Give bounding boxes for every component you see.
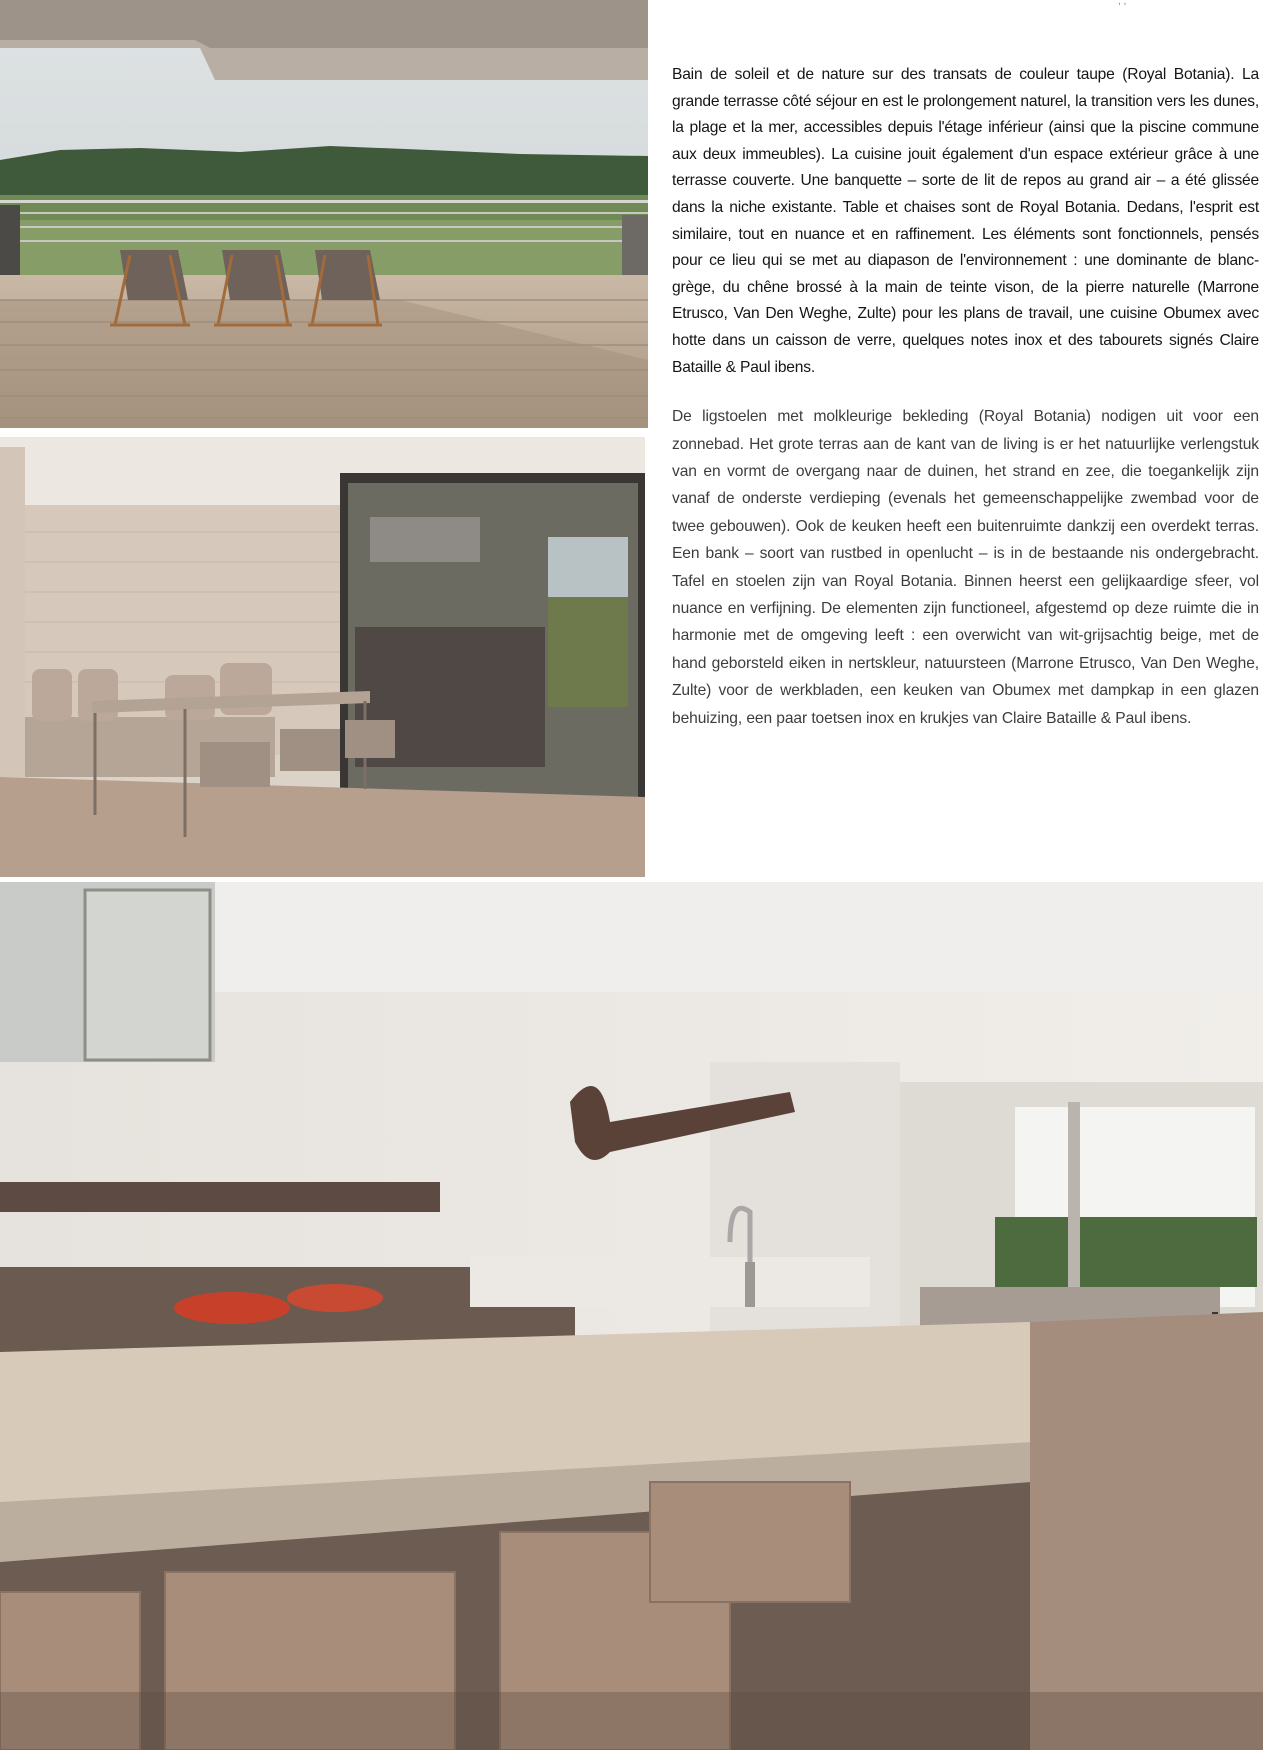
- paragraph-dutch: De ligstoelen met molkleurige bekleding (Royal Botania) nodigen uit voor een zonnebad. Het grote terras aan de kant van de living is er het natuurlijke verlengstuk van en vormt de overgang naar de duinen, het strand en zee, die toegankelijk zijn vanaf de onderste verdieping (evenals het gemeenschappelijke zwembad voor de twee gebouwen). Ook de keuken heeft een buitenruimte dankzij een overdekt terras. Een bank – soort van rustbed in openlucht – is in de bestaande nis ondergebracht. Tafel en stoelen zijn van Royal Botania. Binnen heerst een gelijkaardige sfeer, vol nuance en verfijning. De elementen zijn functioneel, afgestemd op deze ruimte die in harmonie met de omgeving leeft : een overwicht van wit-grijsachtig beige, met de hand geborsteld eiken in nertskleur, natuursteen (Marrone Etrusco, Van Den Weghe, Zulte) voor de werkbladen, een keuken van Obumex met dampkap in een glazen behuizing, een paar toetsen inox en krukjes van Claire Bataille & Paul ibens.: [672, 408, 1259, 727]
- article-text-column: [672, 62, 1259, 732]
- page-mark: , ,: [1118, 0, 1127, 7]
- kitchen-interior-photo: [0, 882, 1263, 1750]
- terrace-deckchairs-photo: [0, 0, 648, 428]
- paragraph-french: Bain de soleil et de nature sur des transats de couleur taupe (Royal Botania). La grande terrasse côté séjour en est le prolongement naturel, la transition vers les dunes, la plage et la mer, accessibles depuis l'étage inférieur (ainsi que la piscine commune aux deux immeubles). La cuisine jouit également d'un espace extérieur grâce à une terrasse couverte. Une banquette – sorte de lit de repos au grand air – a été glissée dans la niche existante. Table et chaises sont de Royal Botania. Dedans, l'esprit est similaire, tout en nuance et en raffinement. Les éléments sont fonctionnels, pensés pour ce lieu qui se met au diapason de l'environnement : une dominante de blanc-grège, du chêne brossé à la main de teinte vison, de la pierre naturelle (Marrone Etrusco, Van Den Weghe, Zulte) pour les plans de travail, une cuisine Obumex avec hotte dans un caisson de verre, quelques notes inox et des tabourets signés Claire Bataille & Paul ibens.: [672, 66, 1259, 376]
- covered-terrace-photo: [0, 437, 645, 877]
